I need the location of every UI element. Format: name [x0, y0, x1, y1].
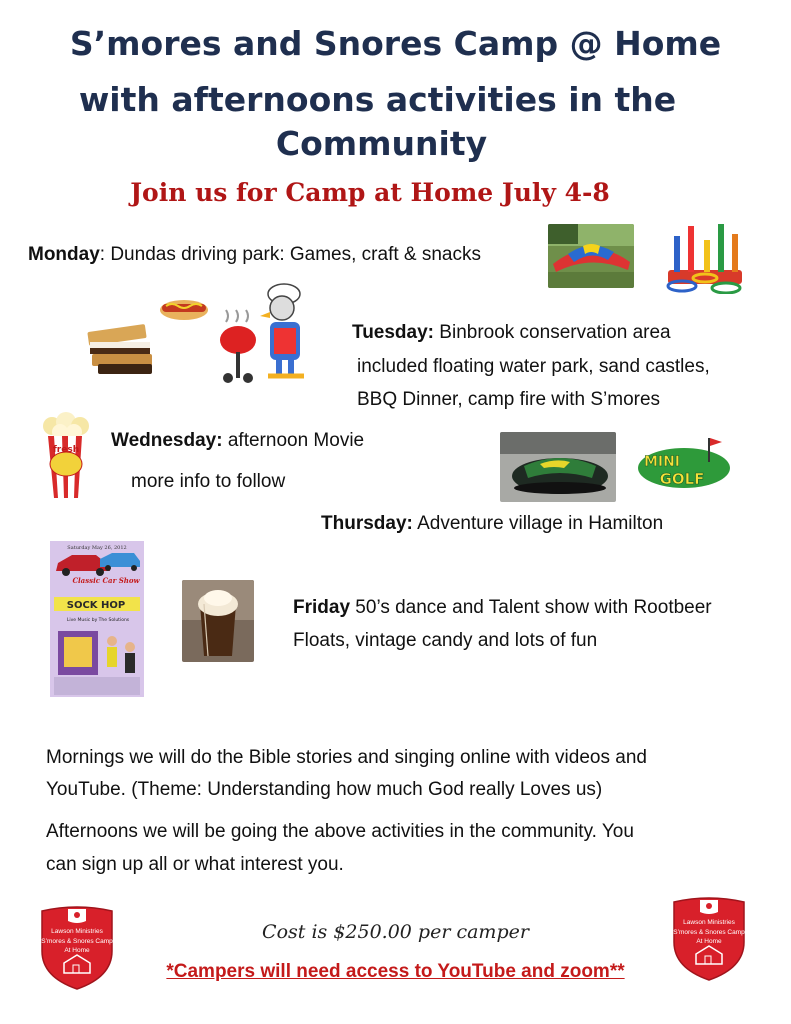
- bumper-car-photo: [500, 432, 616, 502]
- tuesday-line-3: BBQ Dinner, camp fire with S’mores: [357, 389, 661, 410]
- friday-text-1: 50’s dance and Talent show with Rootbeer: [350, 597, 712, 618]
- hotdog-image: [158, 292, 210, 324]
- poster-line-1: Classic Car Show: [72, 576, 140, 585]
- logo-right-line-1: Lawson Ministries: [683, 919, 735, 926]
- poster-line-2: SOCK HOP: [66, 600, 126, 611]
- ring-toss-image: [660, 218, 750, 294]
- monday-text: : Dundas driving park: Games, craft & snacks: [99, 244, 481, 265]
- youtube-zoom-note: *Campers will need access to YouTube and zoom**: [166, 961, 625, 982]
- friday-line-1: [293, 591, 712, 625]
- title-line-3: Community: [275, 124, 488, 163]
- parachute-photo: [548, 224, 634, 288]
- logo-right-line-3: At Home: [696, 938, 722, 945]
- friday-line-2: Floats, vintage candy and lots of fun: [293, 630, 598, 651]
- logo-left-line-1: Lawson Ministries: [51, 928, 103, 935]
- wednesday-text-1: afternoon Movie: [222, 430, 365, 451]
- thursday-label: Thursday:: [321, 513, 413, 534]
- info-p2-line-2: can sign up all or what interest you.: [46, 854, 344, 875]
- tuesday-line-2: included floating water park, sand castles,: [357, 356, 710, 377]
- tuesday-text-1: Binbrook conservation area: [434, 322, 671, 343]
- wednesday-line-2: more info to follow: [131, 471, 286, 492]
- popcorn-image: [40, 412, 92, 500]
- tuesday-label: Tuesday:: [352, 322, 435, 343]
- bbq-duck-image: [212, 278, 322, 384]
- logo-left-line-2: S’mores & Snores Camp: [41, 938, 113, 945]
- logo-right-line-2: S’mores & Snores Camp: [673, 929, 745, 936]
- friday-label: Friday: [293, 597, 351, 618]
- info-p1-line-2: YouTube. (Theme: Understanding how much God really Loves us): [46, 779, 603, 800]
- logo-left-line-3: At Home: [64, 947, 90, 954]
- thursday-line: [321, 507, 663, 541]
- wednesday-label: Wednesday:: [111, 430, 223, 451]
- wednesday-line-1: [111, 424, 364, 458]
- minigolf-text-1: MINI: [643, 454, 681, 470]
- monday-label: Monday: [28, 244, 100, 265]
- tuesday-line-1: [352, 316, 671, 350]
- minigolf-text-2: GOLF: [659, 470, 705, 488]
- smores-image: [84, 318, 160, 378]
- poster-date: Saturday May 26, 2012: [67, 545, 127, 551]
- info-p2-line-1: Afternoons we will be going the above activities in the community. You: [46, 821, 634, 842]
- poster-line-3: Live Music by The Solutions: [66, 618, 130, 623]
- rootbeer-float-photo: [182, 580, 254, 662]
- subtitle: Join us for Camp at Home July 4-8: [130, 178, 610, 207]
- cost-text: Cost is $250.00 per camper: [262, 921, 529, 943]
- car-show-poster: [50, 541, 144, 697]
- title-line-2: with afternoons activities in the: [78, 80, 677, 119]
- minigolf-logo: [636, 434, 732, 492]
- info-p1-line-1: Mornings we will do the Bible stories and singing online with videos and: [46, 747, 647, 768]
- thursday-text: Adventure village in Hamilton: [412, 513, 664, 534]
- title-line-1: S’mores and Snores Camp @ Home: [69, 24, 722, 63]
- popcorn-label: fresh: [52, 445, 80, 455]
- monday-line: [28, 238, 481, 272]
